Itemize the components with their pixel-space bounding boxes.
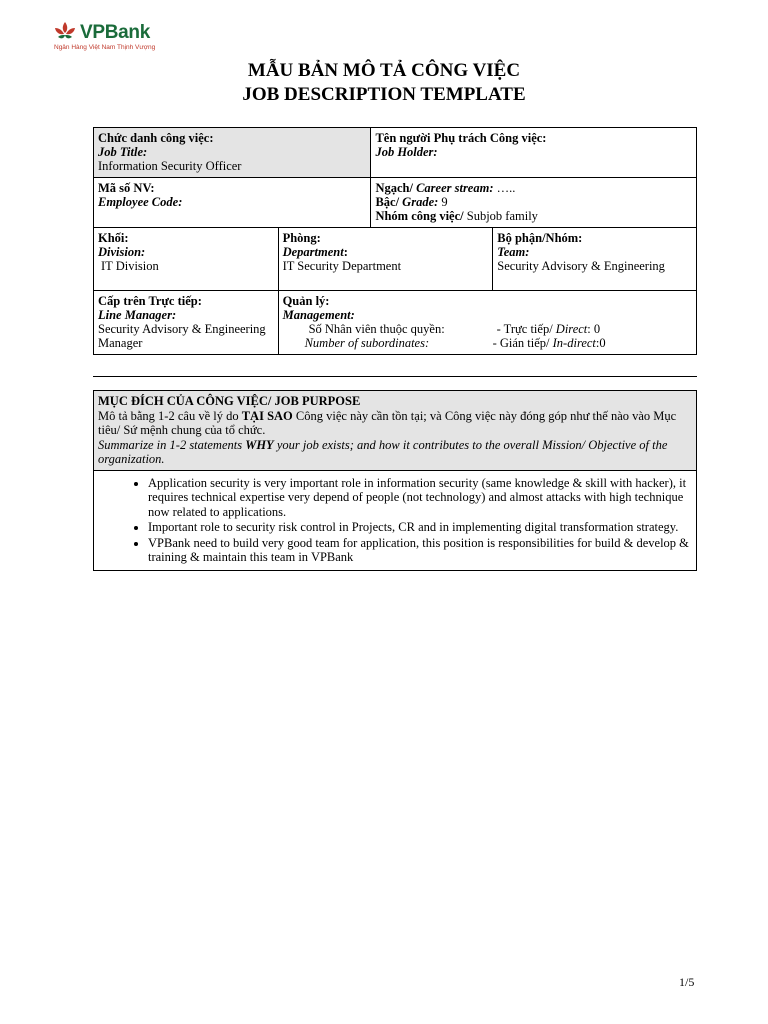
vpbank-logo (52, 20, 182, 54)
job-purpose-heading: MỤC ĐÍCH CỦA CÔNG VIỆC/ JOB PURPOSE (98, 394, 361, 408)
job-purpose-desc-vi: Mô tả bằng 1-2 câu về lý do TẠI SAO Công việc này cần tồn tại; và Công việc này đóng góp như thế nào vào Mục tiêu/ Sứ mệnh chung của tổ chức. (98, 408, 677, 437)
career-stream-value: ….. (496, 181, 516, 195)
job-title-label-en: Job Title: (98, 145, 148, 159)
division-label-vi: Khối: (98, 231, 129, 245)
division-cell (94, 228, 279, 291)
job-purpose-desc-en: Summarize in 1-2 statements WHY your job exists; and how it contributes to the overall Mission/ Objective of the organization. (98, 437, 668, 466)
department-value: IT Security Department (282, 259, 402, 273)
job-title-cell (94, 128, 371, 178)
direct-count: - Trực tiếp/ Direct: 0 (496, 322, 601, 336)
subordinates-label-vi: Số Nhân viên thuộc quyền: (308, 322, 445, 336)
career-cell (371, 178, 697, 228)
direct-line (283, 322, 692, 336)
job-purpose-header-cell (94, 391, 697, 471)
job-family-value: Subjob family (466, 209, 538, 223)
line-manager-label-vi: Cấp trên Trực tiếp: (98, 294, 202, 308)
vpbank-logo-icon (52, 20, 78, 44)
list-item: • VPBank need to build very good team for application, this position is responsibilities for build & develop & training & maintain this team in VPBank (148, 536, 692, 565)
job-purpose-list (98, 476, 692, 565)
division-label-en: Division: (98, 245, 146, 259)
list-item: • Application security is very important role in information security (same knowledge & skill with hacker), it requires technical expertise very depend of people (not technology) and almost attacks with high technique now related to applications. (148, 476, 692, 520)
management-label-vi: Quản lý: (282, 294, 330, 308)
bank-name: VPBank (80, 22, 151, 43)
section-divider (93, 376, 697, 377)
job-holder-cell (371, 128, 697, 178)
employee-code-cell (94, 178, 371, 228)
indirect-line (283, 336, 692, 350)
indirect-count: - Gián tiếp/ In-direct:0 (492, 336, 606, 350)
department-label-vi: Phòng: (282, 231, 321, 245)
page-number: 1/5 (679, 975, 695, 989)
management-cell (278, 291, 696, 355)
job-purpose-table (93, 390, 697, 571)
title-en: JOB DESCRIPTION TEMPLATE (242, 84, 526, 105)
job-holder-label-vi: Tên người Phụ trách Công việc: (375, 131, 547, 145)
job-family-line: Nhóm công việc/ Subjob family (375, 209, 538, 223)
line-manager-value: Security Advisory & Engineering Manager (98, 322, 266, 350)
employee-code-label-vi: Mã số NV: (98, 181, 155, 195)
subordinates-label-en: Number of subordinates: (304, 336, 430, 350)
grade-value: 9 (441, 195, 448, 209)
department-label-en-line: Department: (282, 245, 348, 259)
line-manager-label-en: Line Manager: (98, 308, 177, 322)
title-vi: MẪU BẢN MÔ TẢ CÔNG VIỆC (247, 60, 521, 81)
team-label-vi: Bộ phận/Nhóm: (497, 231, 583, 245)
department-cell (278, 228, 493, 291)
job-info-table (93, 127, 697, 355)
job-title-label-vi: Chức danh công việc: (98, 131, 214, 145)
team-value: Security Advisory & Engineering (497, 259, 665, 273)
job-purpose-content-cell (94, 470, 697, 570)
division-value: IT Division (101, 259, 159, 273)
team-label-en: Team: (497, 245, 530, 259)
management-label-en: Management: (282, 308, 355, 322)
line-manager-cell (94, 291, 279, 355)
career-stream-line: Ngạch/ Career stream: ….. (375, 181, 516, 195)
job-holder-label-en: Job Holder: (375, 145, 438, 159)
employee-code-label-en: Employee Code: (98, 195, 183, 209)
grade-line: Bậc/ Grade: 9 (375, 195, 448, 209)
bank-slogan: Ngân Hàng Việt Nam Thịnh Vượng (54, 44, 156, 51)
list-item: • Important role to security risk control in Projects, CR and in implementing digital transformation strategy. (148, 520, 692, 535)
job-title-value: Information Security Officer (98, 159, 242, 173)
team-cell (493, 228, 697, 291)
